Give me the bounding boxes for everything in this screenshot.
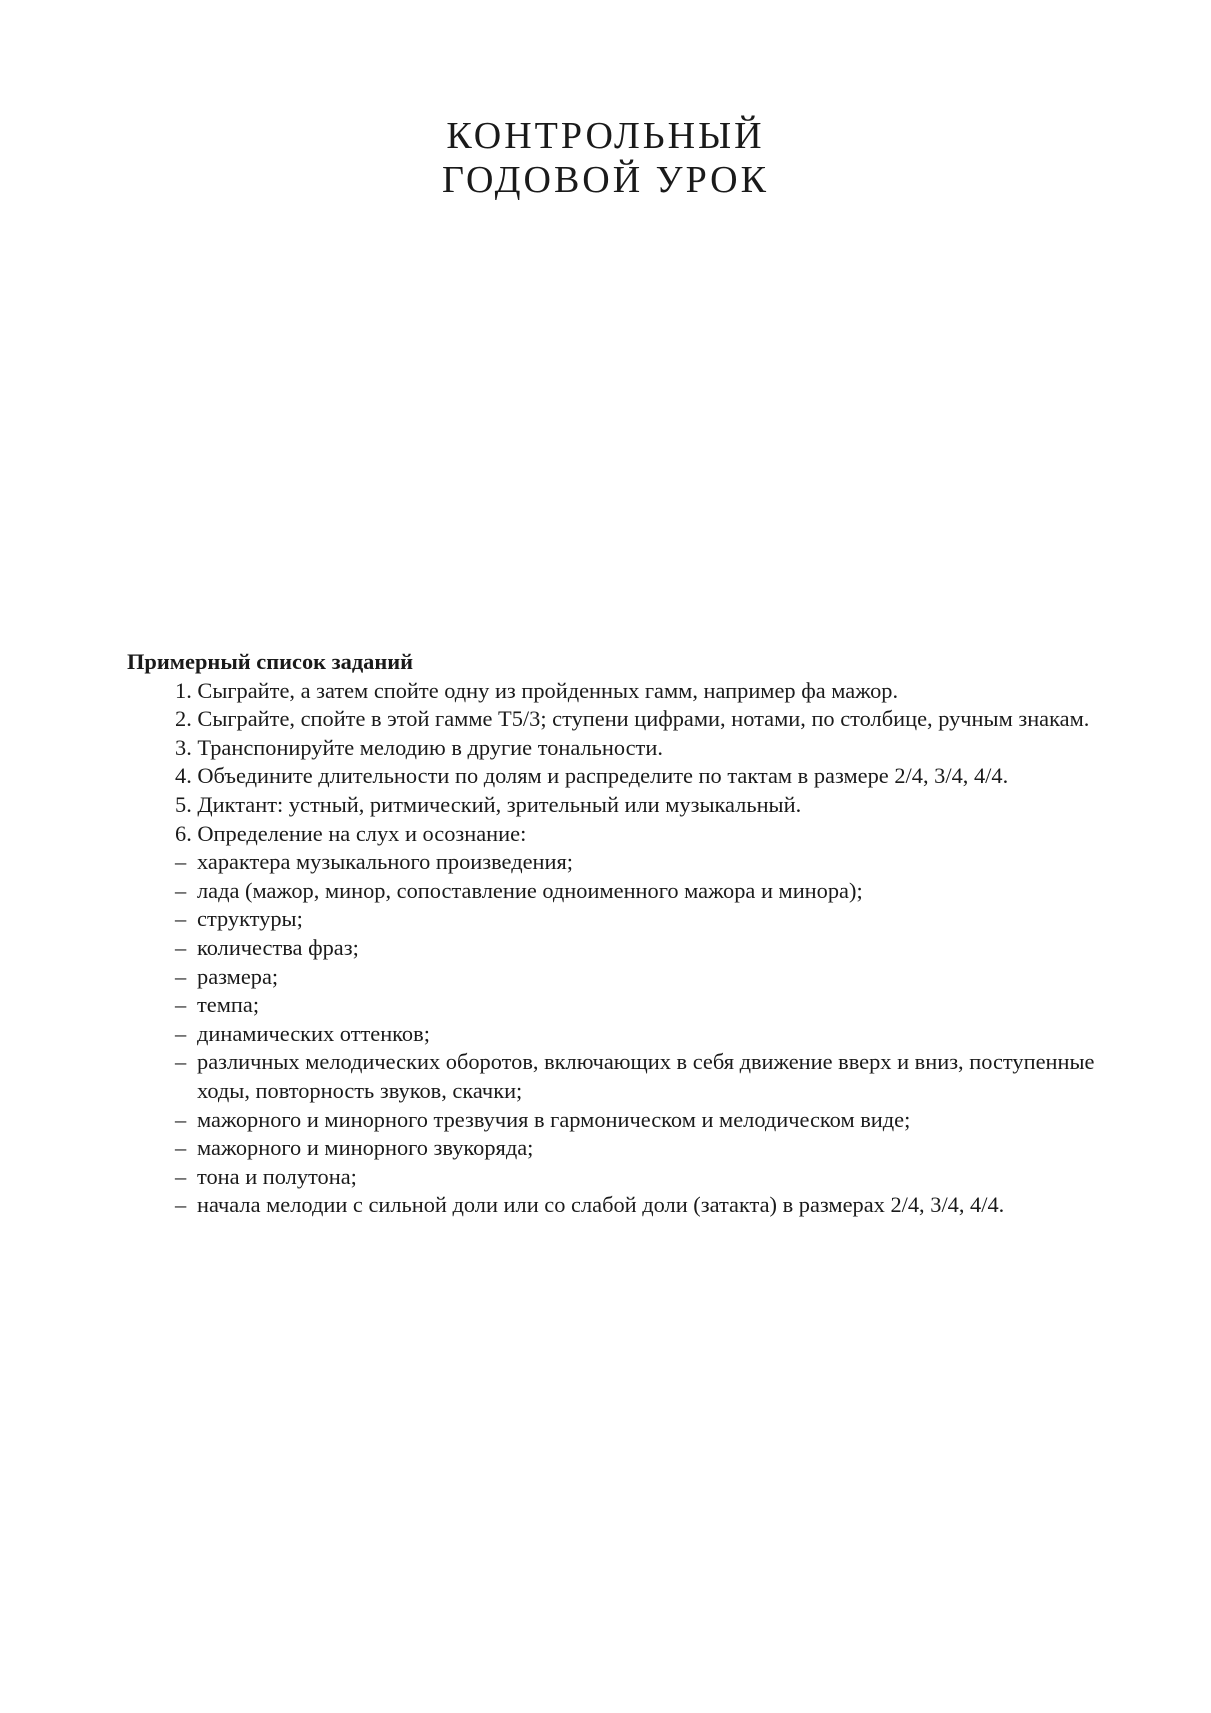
list-item	[175, 1106, 1097, 1135]
dash-marker: –	[175, 1163, 187, 1189]
list-item	[175, 1048, 1097, 1105]
dash-marker: –	[175, 877, 187, 903]
list-item-text: размера;	[197, 963, 279, 989]
list-item	[175, 963, 1097, 992]
task-4: 4. Объедините длительности по долям и распределите по тактам в размере 2/4, 3/4, 4/4.	[175, 763, 1009, 789]
dash-marker: –	[175, 992, 187, 1018]
page-title	[0, 114, 1211, 202]
list-item-text: динамических оттенков;	[197, 1020, 430, 1046]
task-section	[127, 648, 1097, 1220]
dash-marker: –	[175, 1135, 187, 1161]
hearing-items-list	[127, 848, 1097, 1220]
dash-marker: –	[175, 963, 187, 989]
list-item-text: мажорного и минорного звукоряда;	[197, 1135, 534, 1161]
list-item-text: начала мелодии с сильной доли или со слабой доли (затакта) в размерах 2/4, 3/4, 4/4.	[197, 1192, 1005, 1218]
task-5: 5. Диктант: устный, ритмический, зрительный или музыкальный.	[175, 791, 802, 817]
list-item-text: характера музыкального произведения;	[197, 849, 574, 875]
dash-marker: –	[175, 1192, 187, 1218]
dash-marker: –	[175, 1049, 187, 1075]
title-line-2: ГОДОВОЙ УРОК	[442, 159, 769, 201]
list-item-text: различных мелодических оборотов, включающих в себя движение вверх и вниз, поступенные ходы, повторность звуков, скачки;	[197, 1049, 1095, 1103]
task-1: 1. Сыграйте, а затем спойте одну из пройденных гамм, например фа мажор.	[175, 677, 899, 703]
task-3: 3. Транспонируйте мелодию в другие тональности.	[175, 734, 663, 760]
dash-marker: –	[175, 906, 187, 932]
list-item-text: лада (мажор, минор, сопоставление одноименного мажора и минора);	[197, 877, 863, 903]
list-item-text: тона и полутона;	[197, 1163, 357, 1189]
section-heading: Примерный список заданий	[127, 649, 414, 674]
dash-marker: –	[175, 1020, 187, 1046]
list-item-text: структуры;	[197, 906, 303, 932]
list-item	[175, 934, 1097, 963]
list-item-text: мажорного и минорного трезвучия в гармоническом и мелодическом виде;	[197, 1106, 911, 1132]
list-item-text: темпа;	[197, 992, 260, 1018]
list-item	[175, 905, 1097, 934]
list-item	[175, 1134, 1097, 1163]
task-2: 2. Сыграйте, спойте в этой гамме Т5/3; ступени цифрами, нотами, по столбице, ручным знакам.	[175, 706, 1090, 732]
list-item	[175, 877, 1097, 906]
dash-marker: –	[175, 1106, 187, 1132]
list-item-text: количества фраз;	[197, 934, 359, 960]
title-line-1: КОНТРОЛЬНЫЙ	[446, 115, 765, 157]
list-item	[175, 1163, 1097, 1192]
list-item	[175, 991, 1097, 1020]
dash-marker: –	[175, 849, 187, 875]
dash-marker: –	[175, 934, 187, 960]
list-item	[175, 848, 1097, 877]
list-item	[175, 1020, 1097, 1049]
task-6: 6. Определение на слух и осознание:	[175, 820, 527, 846]
list-item	[175, 1191, 1097, 1220]
